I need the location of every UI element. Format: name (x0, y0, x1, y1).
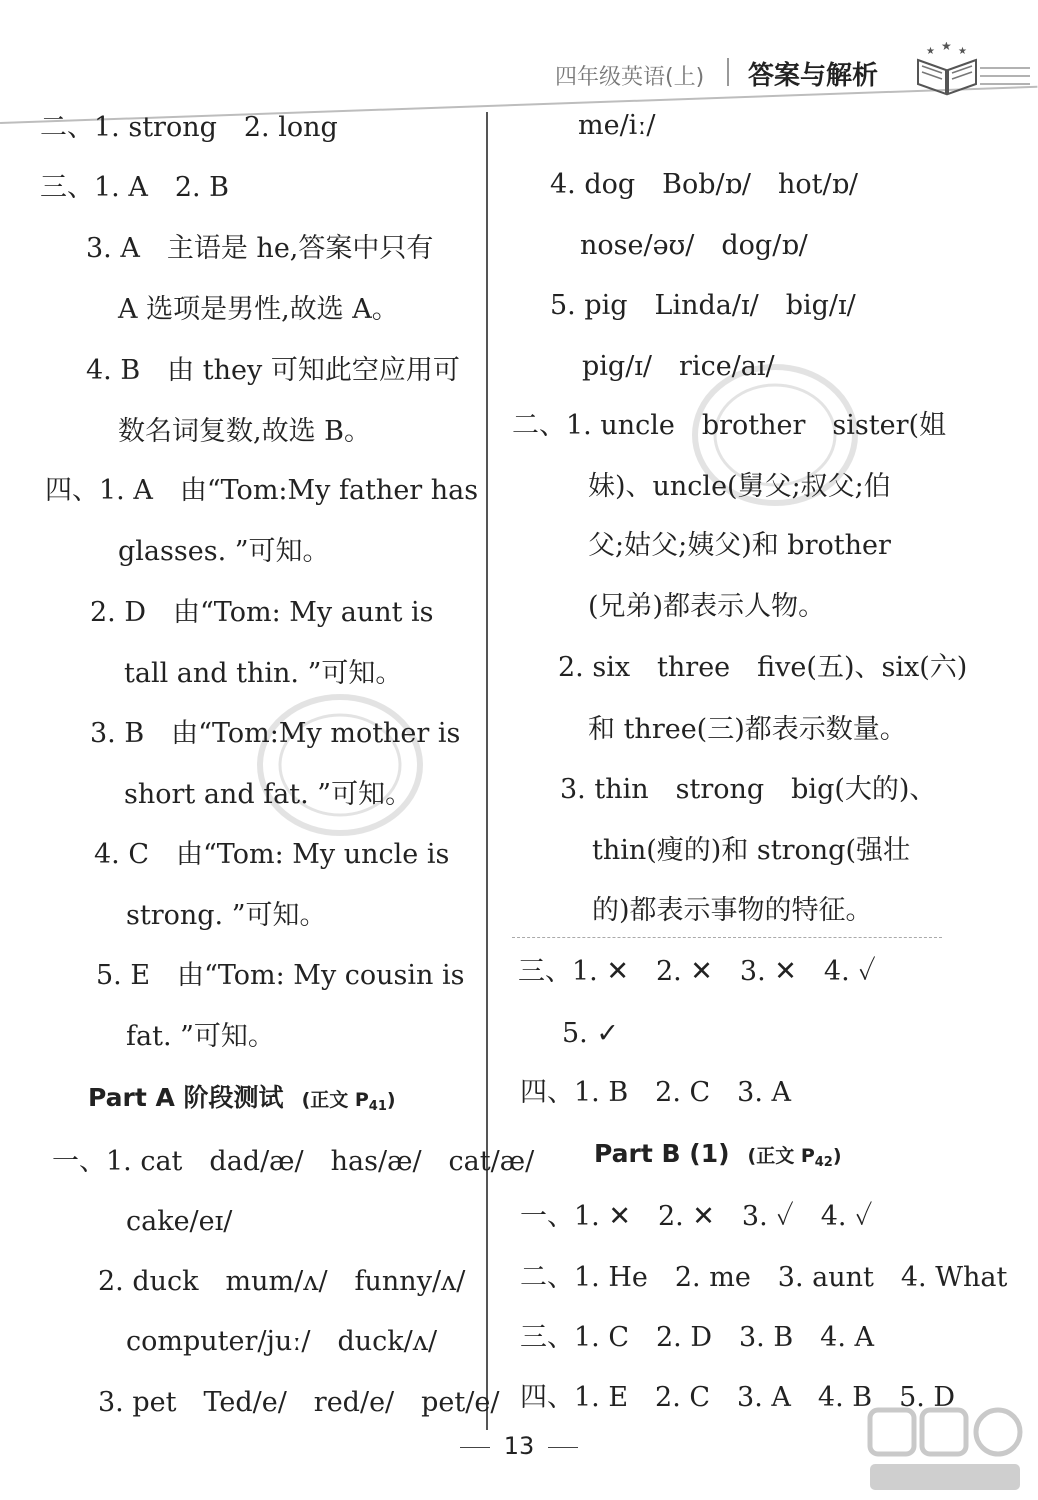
answer-line: 一、1. cat dad/æ/ has/æ/ cat/æ/ (52, 1146, 535, 1177)
part-a-page-ref: (正文 $P_{41}$) (301, 1089, 396, 1114)
answer-line: 二、1. He 2. me 3. aunt 4. What (520, 1262, 1008, 1293)
answer-line: computer/juː/ duck/ʌ/ (126, 1326, 438, 1357)
answer-line: (兄弟)都表示人物。 (588, 591, 826, 622)
answer-line: 5. pig Linda/ɪ/ big/ɪ/ (550, 290, 856, 321)
answer-line: 四、1. A 由“Tom:My father has (45, 475, 479, 506)
header-grade-subject: 四年级英语(上) (555, 65, 705, 90)
answer-line: 3. A 主语是 he,答案中只有 (86, 233, 434, 264)
answer-line: 4. B 由 they 可知此空应用可 (86, 355, 460, 386)
answer-line: 三、1. ✕ 2. ✕ 3. ✕ 4. ✓ (518, 956, 876, 987)
answer-line: 5. E 由“Tom: My cousin is (96, 960, 465, 991)
answer-line: 一、1. ✕ 2. ✕ 3. ✓ 4. ✓ (520, 1201, 873, 1232)
answer-line: me/iː/ (578, 110, 656, 141)
part-a-heading (88, 1082, 396, 1123)
header-deco-lines (980, 64, 1030, 90)
page-header (0, 0, 1038, 130)
answer-line: 3. thin strong big(大的)、 (560, 774, 937, 805)
page-number: 13 (0, 1432, 1038, 1460)
answer-line: 2. six three five(五)、six(六) (558, 652, 968, 683)
header-section-title: 答案与解析 (748, 61, 879, 91)
part-b-title: Part B (1) (594, 1139, 730, 1168)
header-separator (727, 58, 729, 86)
answer-line: 3. B 由“Tom:My mother is (90, 718, 461, 749)
part-b-heading (594, 1138, 842, 1179)
answer-line: 5. ✓ (562, 1018, 619, 1049)
answer-line: 四、1. E 2. C 3. A 4. B 5. D (520, 1382, 956, 1413)
part-a-title: Part A 阶段测试 (88, 1083, 284, 1112)
answer-line: 2. D 由“Tom: My aunt is (90, 597, 434, 628)
answer-line: thin(瘦的)和 strong(强壮 (592, 835, 910, 866)
answer-line: 和 three(三)都表示数量。 (588, 714, 907, 745)
answer-line: 父;姑父;姨父)和 brother (588, 530, 891, 561)
answer-line: A 选项是男性,故选 A。 (118, 294, 399, 325)
answer-line: cake/eɪ/ (126, 1206, 233, 1237)
answer-line: 4. dog Bob/ɒ/ hot/ɒ/ (550, 169, 858, 200)
answer-line: 四、1. B 2. C 3. A (520, 1077, 792, 1108)
answer-site-logo (860, 1402, 1030, 1497)
svg-text:★: ★ (958, 46, 967, 57)
column-divider (486, 112, 488, 1430)
book-stars-icon (912, 42, 982, 96)
answer-line: 二、1. uncle brother sister(姐 (512, 410, 947, 441)
answer-line: 4. C 由“Tom: My uncle is (94, 839, 450, 870)
part-b-page-ref: (正文 $P_{42}$) (747, 1145, 842, 1170)
answer-line: 三、1. A 2. B (40, 172, 230, 203)
answer-line: strong. ”可知。 (126, 900, 327, 931)
answer-line: fat. ”可知。 (126, 1021, 275, 1052)
answer-line: 数名词复数,故选 B。 (118, 416, 372, 447)
svg-text:★: ★ (926, 46, 935, 57)
watermark-stamp-icon (255, 690, 425, 840)
answer-line: 二、1. strong 2. long (40, 112, 338, 143)
answer-line: 妹)、uncle(舅父;叔父;伯 (588, 471, 891, 502)
answer-line: tall and thin. ”可知。 (124, 658, 403, 689)
answer-line: short and fat. ”可知。 (124, 779, 413, 810)
answer-line: 2. duck mum/ʌ/ funny/ʌ/ (98, 1266, 466, 1297)
answer-line: nose/əʊ/ dog/ɒ/ (580, 230, 808, 261)
answer-line: 3. pet Ted/e/ red/e/ pet/e/ (98, 1387, 500, 1418)
answer-line: pig/ɪ/ rice/aɪ/ (582, 351, 775, 382)
answer-line: glasses. ”可知。 (118, 536, 330, 567)
dashed-divider (512, 937, 942, 938)
svg-text:★: ★ (941, 42, 952, 53)
answer-line: 的)都表示事物的特征。 (592, 895, 873, 926)
answer-line: 三、1. C 2. D 3. B 4. A (520, 1322, 875, 1353)
